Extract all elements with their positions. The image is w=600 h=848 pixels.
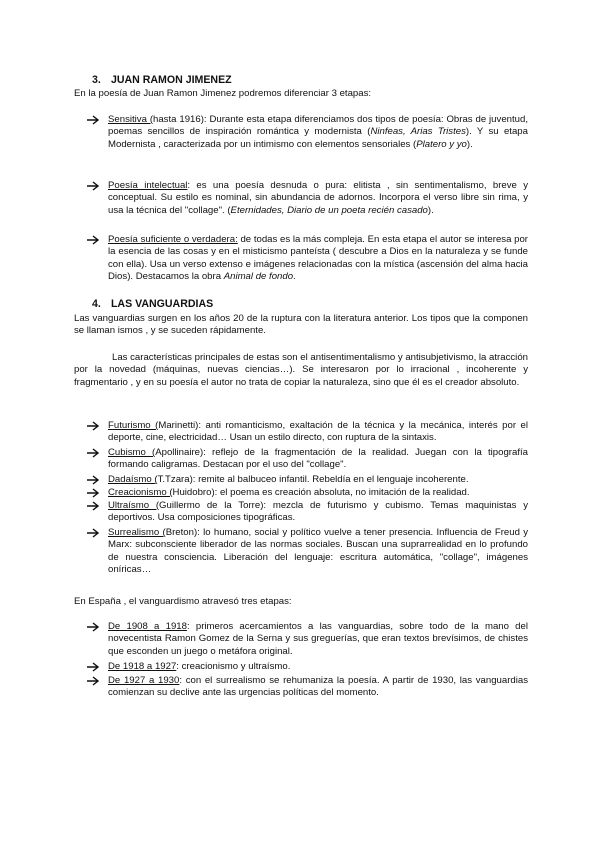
work-titles: Ninfeas, Arias Tristes — [370, 126, 466, 138]
section-heading-jimenez — [92, 74, 232, 87]
ism-item — [86, 487, 528, 499]
stage-text: ). — [427, 204, 434, 216]
work-titles: Eternidades, Diario de un poeta recién casado — [230, 204, 428, 216]
ism-term: Futurismo ( — [108, 420, 159, 431]
section-number: 4. — [92, 298, 101, 310]
stage-text: hasta 1916): Durante esta etapa diferenciamos dos tipos de poesía: Obras de juventud, poemas sencillos de inspiración romántica y modernista ( — [108, 114, 528, 138]
arrow-bullet-icon — [86, 661, 102, 673]
ism-text: Marinetti): anti romanticismo, exaltación de la técnica y la mecánica, interés por el deporte, cine, electricidad… Usan un estilo directo, con ruptura de la sintaxis. — [108, 420, 528, 444]
ism-text: Breton): lo humano, social y político vuelve a tener presencia. Influencia de Freud y Marx: subconsciente liberador de las normas sociales. Buscan una suprarrealidad en lo profundo de nuestra consciencia. Liberación del lenguaje: escritura automática, "collage", imágenes oníricas… — [108, 527, 528, 576]
stage-period: De 1918 a 1927 — [108, 661, 177, 672]
stage-text: : con el surrealismo se rehumaniza la poesía. A partir de 1930, las vanguardias comienzan su declive ante las urgencias políticas del momento. — [108, 675, 528, 699]
arrow-bullet-icon — [86, 500, 102, 512]
ism-item — [86, 420, 528, 445]
stage-text: : primeros acercamientos a las vanguardias, sobre todo de la mano del novecentista Ramon Gomez de la Serna y sus greguerías, que eran textos brevísimos, de chistes que esconden un juego o metáfora original. — [108, 621, 528, 657]
stage-text: ). Y su etapa Modernista , caracterizada por un intimismo con elementos sensoriales ( — [108, 126, 528, 150]
ism-item — [86, 527, 528, 577]
ism-item — [86, 500, 528, 525]
arrow-bullet-icon — [86, 621, 102, 633]
arrow-bullet-icon — [86, 487, 102, 499]
stage-text: : es una poesía desnuda o pura: elitista , sin sentimentalismo, breve y conceptual. Su estilo es nominal, sin abundancia de adornos. Incorpora el verso libre sin rima, y usa la técnica del "collage". ( — [108, 180, 529, 216]
section-title: JUAN RAMON JIMENEZ — [110, 74, 232, 86]
bullet-item — [86, 180, 528, 217]
ism-text: Guillermo de la Torre): mezcla de futurismo y cubismo. Temas maquinistas y deportivos. Usa composiciones tipográficas. — [108, 500, 528, 524]
ism-text: Huidobro): el poema es creación absoluta, no imitación de la realidad. — [172, 487, 470, 498]
section-intro: Las vanguardias surgen en los años 20 de la ruptura con la literatura anterior. Los tipos que la componen se llaman ismos , y se suceden rápidamente. — [74, 313, 528, 337]
ism-term: Creacionismo ( — [108, 487, 173, 498]
stage-text: de todas es la más compleja. En esta etapa el autor se interesa por la esencia de las cosas y en el misticismo panteísta ( descubre a Dios en la naturaleza y se funde con ella). Usa un verso extenso e imágenes relacionadas con la mística (ascensión del alma hacia Dios). Destacamos la obra — [108, 234, 528, 283]
section-title: LAS VANGUARDIAS — [110, 298, 214, 310]
arrow-bullet-icon — [86, 114, 102, 126]
work-titles: Animal de fondo — [223, 271, 294, 283]
section-heading-vanguardias — [92, 298, 213, 311]
arrow-bullet-icon — [86, 474, 102, 486]
stage-term: Poesía intelectual — [108, 180, 188, 191]
bullet-item — [86, 234, 528, 284]
arrow-bullet-icon — [86, 447, 102, 459]
arrow-bullet-icon — [86, 527, 102, 539]
stage-item — [86, 675, 528, 700]
stage-period: De 1927 a 1930 — [108, 675, 180, 686]
stage-period: De 1908 a 1918 — [108, 621, 187, 632]
stage-text: : creacionismo y ultraísmo. — [176, 661, 291, 672]
stage-term: Poesía suficiente o verdadera: — [108, 234, 238, 245]
bullet-item — [86, 114, 528, 151]
ism-item — [86, 474, 528, 486]
ism-text: T.Tzara): remite al balbuceo infantil. Rebeldía en el lenguaje incoherente. — [157, 474, 469, 485]
ism-term: Surrealismo ( — [108, 527, 166, 538]
ism-term: Dadaísmo ( — [108, 474, 158, 485]
ism-item — [86, 447, 528, 472]
ism-text: Apollinaire): reflejo de la fragmentación de la realidad. Juegan con la tipografía formando caligramas. Destacan por el uso del "collage". — [108, 447, 529, 471]
arrow-bullet-icon — [86, 234, 102, 246]
ism-term: Cubismo ( — [108, 447, 156, 458]
stage-term: Sensitiva ( — [108, 114, 154, 125]
work-titles: Platero y yo — [416, 138, 467, 150]
spain-intro: En España , el vanguardismo atravesó tres etapas: — [74, 596, 292, 607]
ism-term: Ultraísmo ( — [108, 500, 160, 511]
arrow-bullet-icon — [86, 420, 102, 432]
stage-text: . — [293, 271, 296, 283]
section-intro: En la poesía de Juan Ramon Jimenez podremos diferenciar 3 etapas: — [74, 88, 372, 99]
section-number: 3. — [92, 74, 101, 86]
stage-item — [86, 661, 528, 673]
characteristics-paragraph: Las características principales de estas son el antisentimentalismo y antisubjetivismo, la atracción por la novedad (máquinas, nuevas ciencias…). Se interesaron por lo irracional , incoherente y fragmentario , y en su poesía el autor no trata de copiar la naturaleza, sino que él es el creador absoluto. — [74, 352, 528, 388]
arrow-bullet-icon — [86, 675, 102, 687]
stage-item — [86, 621, 528, 658]
arrow-bullet-icon — [86, 180, 102, 192]
stage-text: ). — [466, 138, 473, 150]
